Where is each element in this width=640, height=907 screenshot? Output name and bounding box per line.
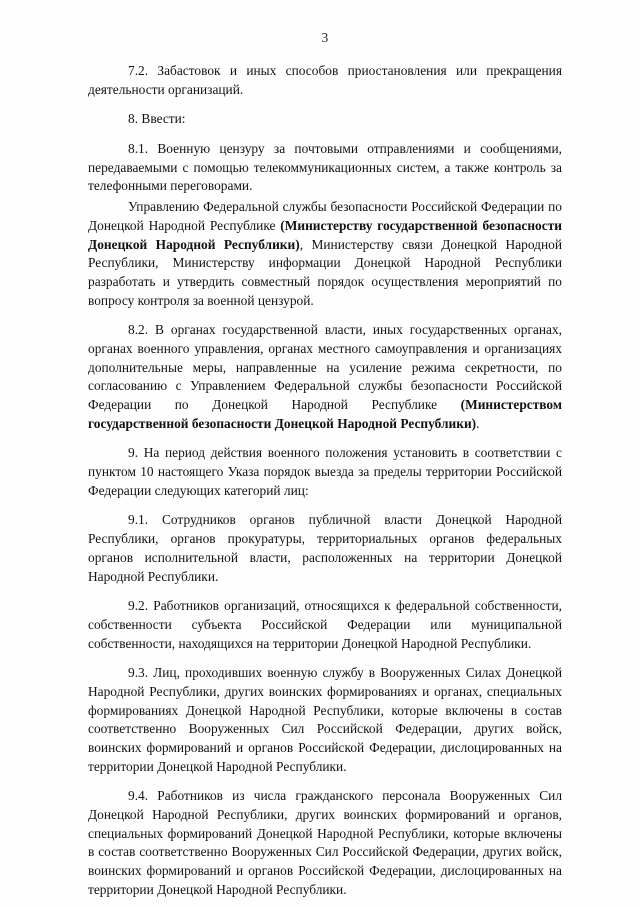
document-body — [88, 62, 562, 900]
text-run: 8. Ввести: — [128, 111, 186, 127]
text-run: 9.4. Работников из числа гражданского персонала Вооруженных Сил Донецкой Народной Республики, других воинских формирований и органов, специальных формирований Донецкой Народной Республики, которые включены в состав соответственно Вооруженных Сил Российской Федерации, других войск, воинских формирований и органов Российской Федерации, дислоцированных на территории Донецкой Народной Республики. — [88, 788, 562, 897]
text-run: 7.2. Забастовок и иных способов приостановления или прекращения деятельности организаций. — [88, 63, 562, 97]
text-run: 9.3. Лиц, проходивших военную службу в Вооруженных Силах Донецкой Народной Республики, других воинских формированиях и органах, специальных формированиях Донецкой Народной Республики, которые включены в состав соответственно Вооруженных Сил Российской Федерации, других войск, воинских формирований и органов Российской Федерации, дислоцированных на территории Донецкой Народной Республики. — [88, 665, 562, 774]
text-run-bold: (Министерством государственной безопасности Донецкой Народной Республики) — [88, 397, 562, 431]
paragraph-p-8-1 — [88, 140, 562, 196]
paragraph-p-8 — [88, 110, 562, 129]
text-run: 9.2. Работников организаций, относящихся к федеральной собственности, собственности субъекта Российской Федерации или муниципальной собственности, находящихся на территории Донецкой Народной Республики. — [88, 598, 562, 651]
paragraph-p-8-1-fsb — [88, 198, 562, 310]
text-run-bold: (Министерству государственной безопасности Донецкой Народной Республики) — [88, 217, 562, 252]
paragraph-p-9-2 — [88, 597, 562, 653]
paragraph-p-9 — [88, 444, 562, 500]
paragraph-p-9-4 — [88, 787, 562, 899]
text-run: , Министерству связи Донецкой Народной Республики, Министерству информации Донецкой Народной Республики разработать и утвердить совместный порядок осуществления мероприятий по вопросу контроля за военной цензурой. — [88, 236, 563, 308]
paragraph-p-7-2 — [88, 62, 562, 99]
text-run: 9.1. Сотрудников органов публичной власти Донецкой Народной Республики, органов прокуратуры, территориальных органов федеральных органов исполнительной власти, расположенных на территории Донецкой Народной Республики. — [88, 512, 562, 584]
paragraph-p-8-2 — [88, 321, 562, 433]
text-run: 9. На период действия военного положения установить в соответствии с пунктом 10 настоящего Указа порядок выезда за пределы территории Российской Федерации следующих категорий лиц: — [88, 445, 562, 498]
paragraph-p-9-3 — [88, 664, 562, 776]
text-run: Управлению Федеральной службы безопасности Российской Федерации по Донецкой Народной Республике — [88, 199, 562, 233]
text-run: 8.2. В органах государственной власти, иных государственных органах, органах военного управления, органах местного самоуправления и организациях дополнительные меры, направленные на усиление режима секретности, по согласованию с Управлением Федеральной службы безопасности Российской Федерации по Донецкой Народной Республике — [88, 322, 562, 412]
text-run: 8.1. Военную цензуру за почтовыми отправлениями и сообщениями, передаваемыми с помощью телекоммуникационных систем, а также контроль за телефонными переговорами. — [88, 141, 562, 194]
paragraph-p-9-1 — [88, 511, 562, 586]
page-number: 3 — [321, 30, 329, 45]
text-run: . — [476, 415, 480, 431]
